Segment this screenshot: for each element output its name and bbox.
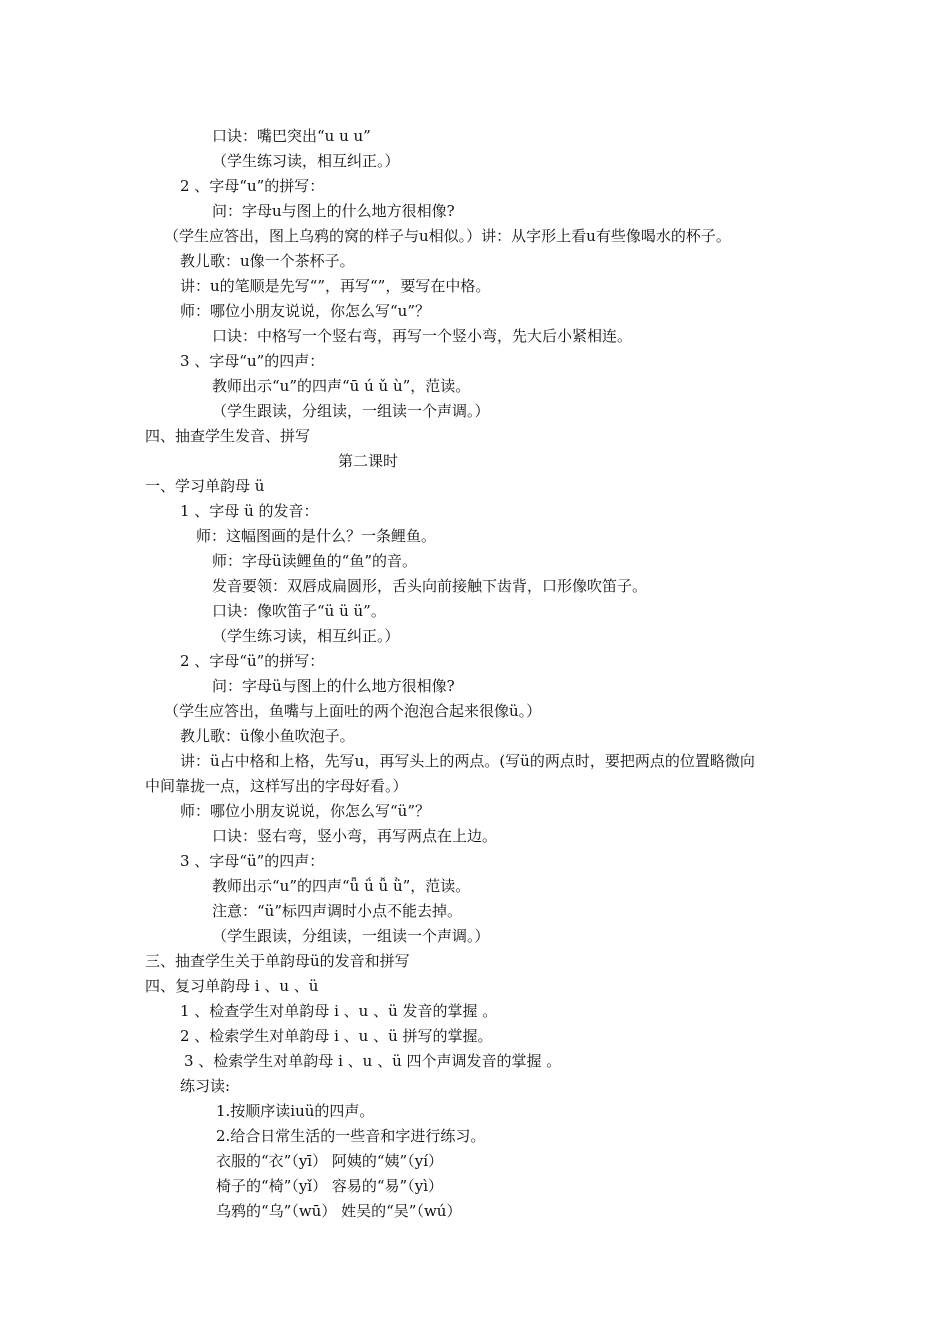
text-line: （学生练习读，相互纠正。） bbox=[212, 627, 400, 645]
practice-line: 椅子的“椅”（yǐ） 容易的“易”（yì） bbox=[216, 1177, 443, 1195]
text-line: 教师出示“u”的四声“ǖ ǘ ǚ ǜ”，范读。 bbox=[212, 877, 471, 895]
text-line: 问：字母ü与图上的什么地方很相像? bbox=[212, 677, 455, 695]
text-line: 口诀：中格写一个竖右弯，再写一个竖小弯，先大后小紧相连。 bbox=[212, 327, 633, 345]
text-line: 口诀：竖右弯，竖小弯，再写两点在上边。 bbox=[212, 827, 498, 845]
section-heading: 三、抽查学生关于单韵母ü的发音和拼写 bbox=[145, 952, 410, 970]
section-heading: 四、抽查学生发音、拼写 bbox=[145, 427, 311, 445]
text-line: 师：字母ü读鲤鱼的“鱼”的音。 bbox=[212, 552, 417, 570]
text-line: 2 、检索学生对单韵母 i 、u 、ü 拼写的掌握。 bbox=[180, 1027, 493, 1045]
text-line: 问：字母u与图上的什么地方很相像? bbox=[212, 202, 455, 220]
text-line: 1 、字母 ü 的发音： bbox=[180, 502, 319, 520]
text-line: 2 、字母“ü”的拼写： bbox=[180, 652, 325, 670]
text-line: （学生练习读，相互纠正。） bbox=[212, 152, 400, 170]
text-line: 3 、检索学生对单韵母 i 、u 、ü 四个声调发音的掌握 。 bbox=[184, 1052, 562, 1070]
text-line: 3 、字母“ü”的四声： bbox=[180, 852, 325, 870]
text-line: 师：哪位小朋友说说，你怎么写“u”？ bbox=[180, 302, 430, 320]
text-line: 注意：“ü”标四声调时小点不能去掉。 bbox=[212, 902, 462, 920]
text-line: 教儿歌：ü像小鱼吹泡子。 bbox=[180, 727, 355, 745]
section-heading: 一、学习单韵母 ü bbox=[145, 477, 265, 495]
text-line: 口诀：像吹笛子“ü ü ü”。 bbox=[212, 602, 386, 620]
text-line: 1 、检查学生对单韵母 i 、u 、ü 发音的掌握 。 bbox=[180, 1002, 498, 1020]
text-line: 师：哪位小朋友说说，你怎么写“ü”？ bbox=[180, 802, 430, 820]
text-line: （学生应答出，鱼嘴与上面吐的两个泡泡合起来很像ü。） bbox=[164, 702, 542, 720]
text-line: （学生跟读，分组读，一组读一个声调。） bbox=[212, 402, 490, 420]
text-line: 讲：ü占中格和上格，先写u，再写头上的两点。(写ü的两点时，要把两点的位置略微向 bbox=[180, 752, 755, 770]
text-line: 口诀：嘴巴突出“u u u” bbox=[212, 127, 371, 145]
text-line: （学生应答出，图上乌鸦的窝的样子与u相似。）讲：从字形上看u有些像喝水的杯子。 bbox=[164, 227, 731, 245]
practice-line: 衣服的“衣”（yī） 阿姨的“姨”（yí） bbox=[216, 1152, 443, 1170]
text-line: 练习读: bbox=[180, 1077, 231, 1095]
text-line: （学生跟读，分组读，一组读一个声调。） bbox=[212, 927, 490, 945]
practice-line: 乌鸦的“乌”（wū） 姓吴的“吴”（wú） bbox=[216, 1202, 462, 1220]
text-line: 师：这幅图画的是什么？一条鲤鱼。 bbox=[196, 527, 437, 545]
text-line: 教师出示“u”的四声“ū ú ǔ ù”，范读。 bbox=[212, 377, 471, 395]
text-line: 1.按顺序读iuü的四声。 bbox=[216, 1102, 375, 1120]
text-line: 中间靠拢一点，这样写出的字母好看。） bbox=[145, 777, 408, 795]
lesson-title: 第二课时 bbox=[338, 452, 399, 470]
text-line: 教儿歌：u像一个茶杯子。 bbox=[180, 252, 355, 270]
section-heading: 四、复习单韵母 i 、u 、ü bbox=[145, 977, 319, 995]
text-line: 2 、字母“u”的拼写： bbox=[180, 177, 325, 195]
text-line: 2.给合日常生活的一些音和字进行练习。 bbox=[216, 1127, 486, 1145]
text-line: 发音要领：双唇成扁圆形，舌头向前接触下齿背，口形像吹笛子。 bbox=[212, 577, 648, 595]
text-line: 3 、字母“u”的四声： bbox=[180, 352, 325, 370]
text-line: 讲：u的笔顺是先写“”，再写“”，要写在中格。 bbox=[180, 277, 491, 295]
